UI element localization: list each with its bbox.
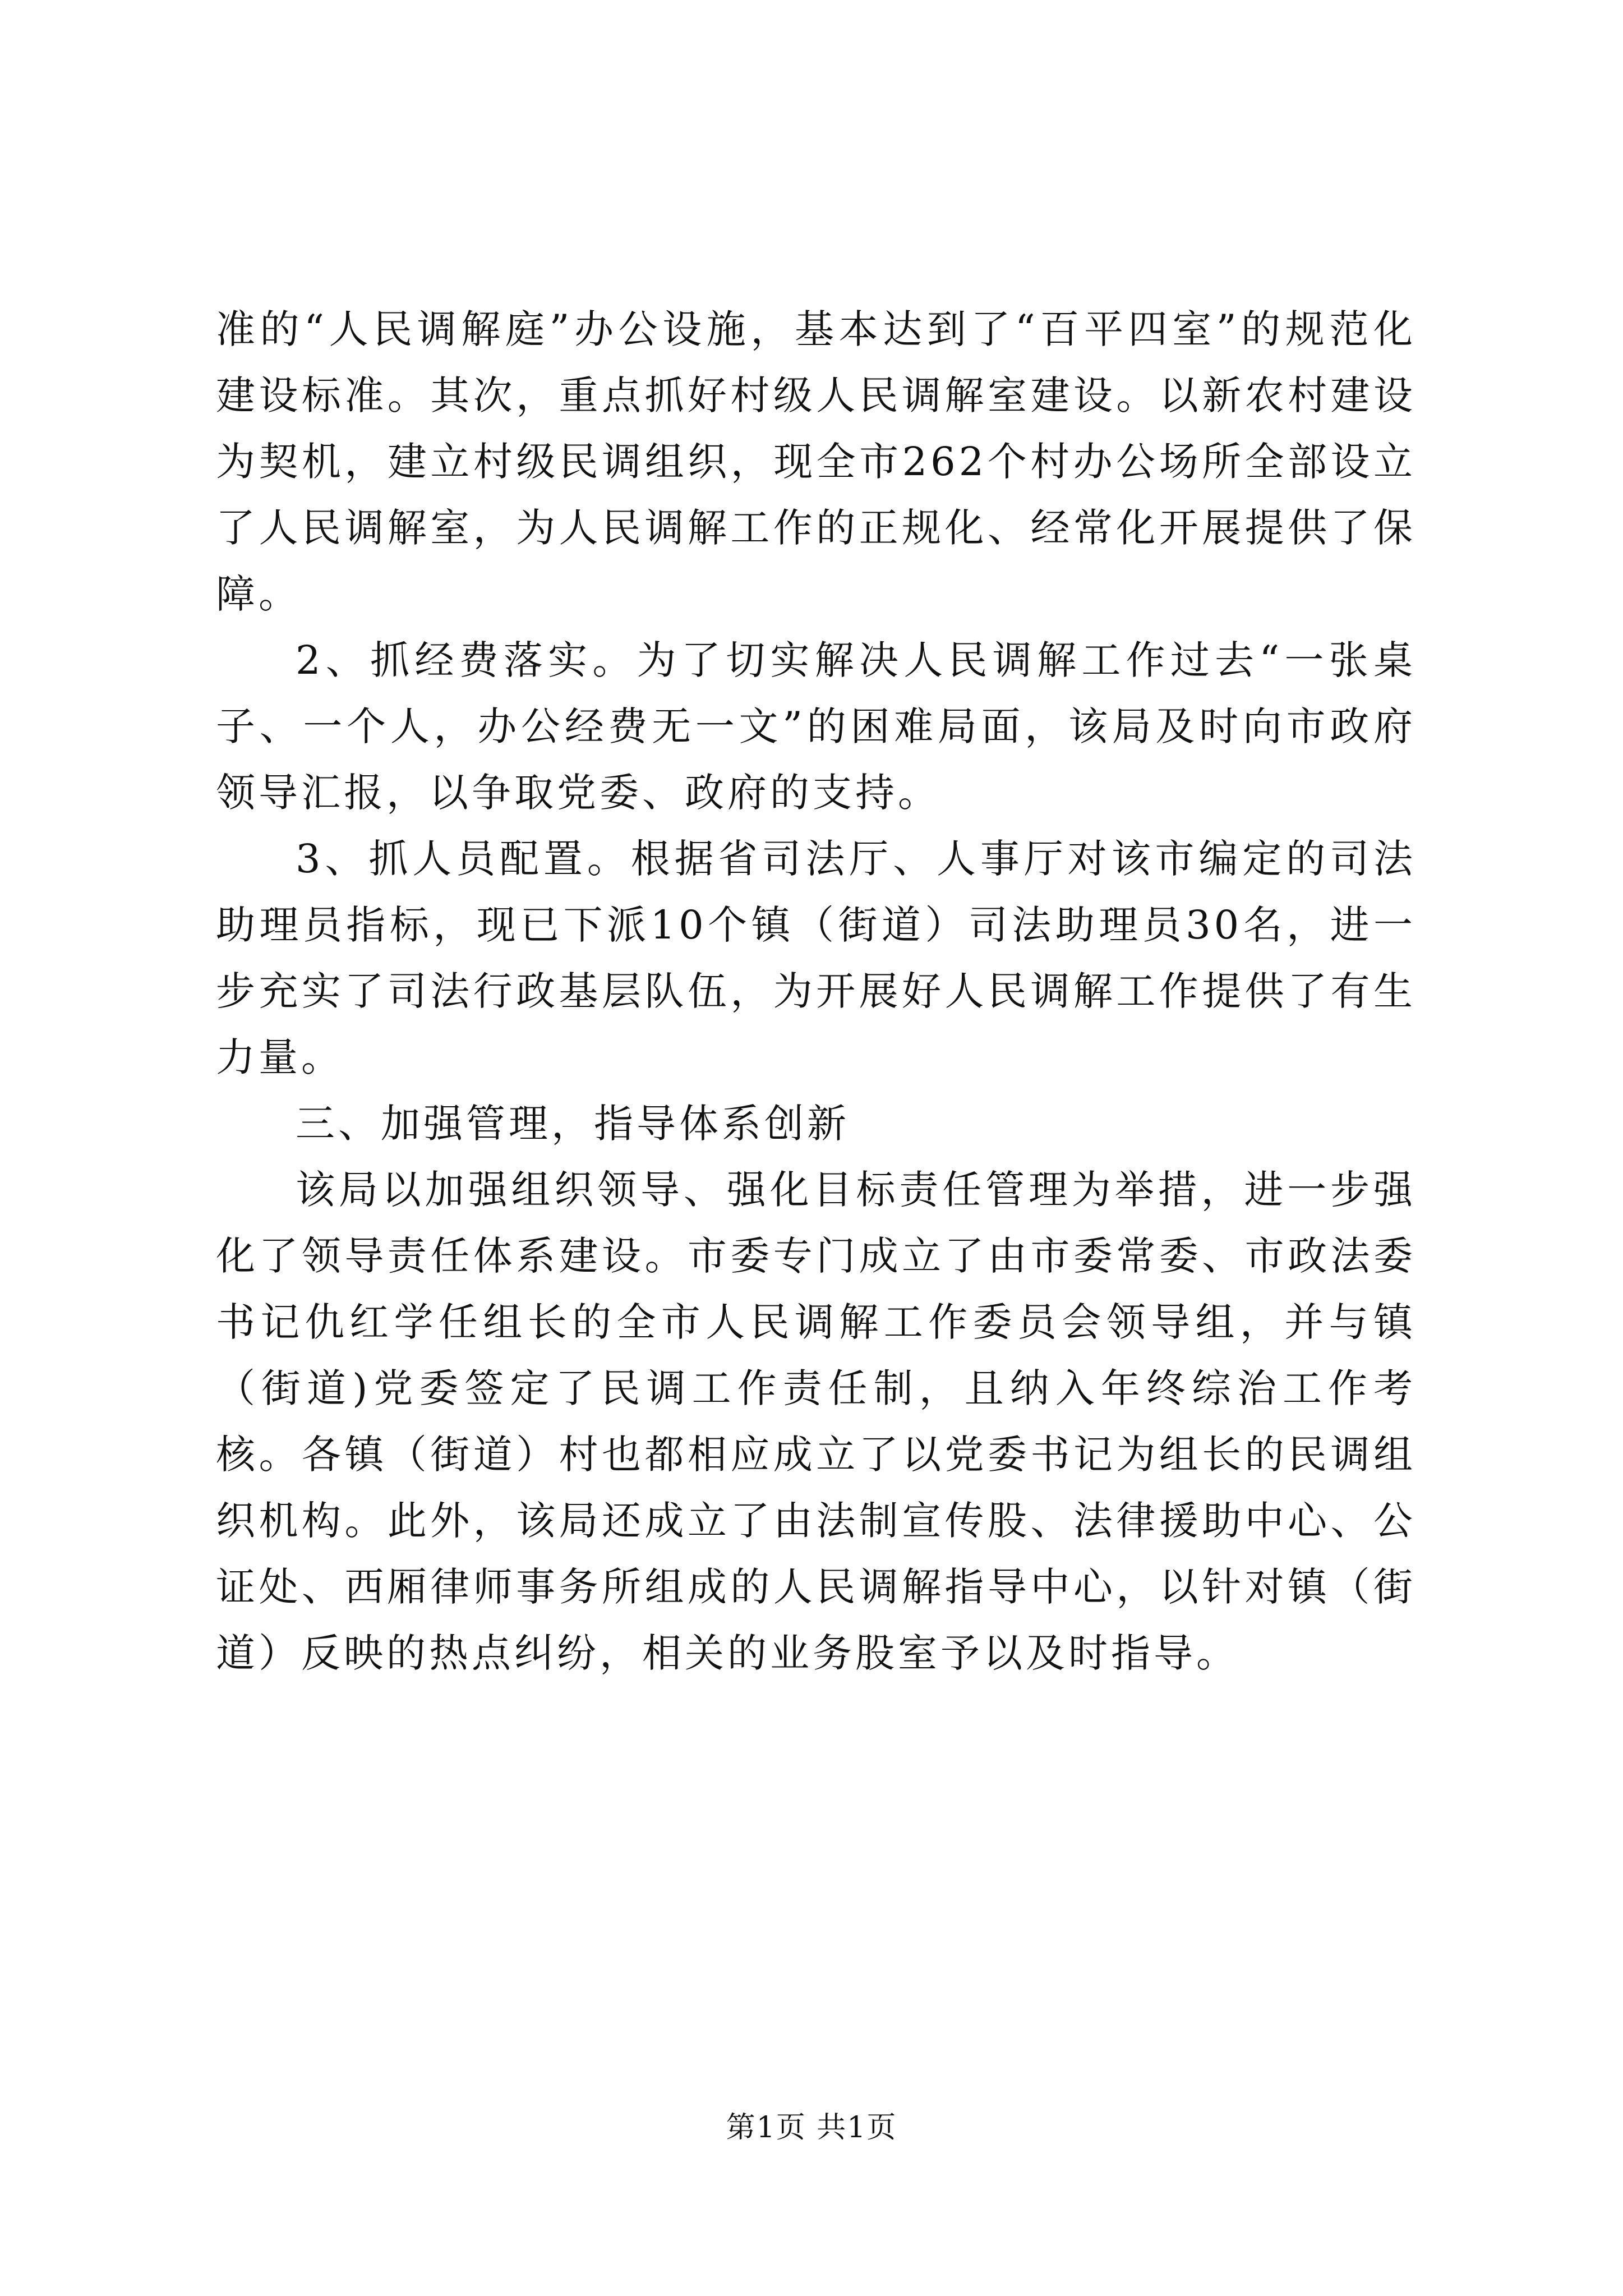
section-heading: 三、加强管理，指导体系创新 — [296, 1101, 850, 1147]
page-footer: 第1页 共1页 — [726, 2111, 897, 2145]
paragraph-continuation: 准的“人民调解庭”办公设施，基本达到了“百平四室”的规范化建设标准。其次，重点抓好村级人民调解室建设。以新农村建设为契机，建立村级民调组织，现全市262个村办公场所全部设立了人民调解室，为人民调解工作的正规化、经常化开展提供了保障。 — [216, 306, 1416, 617]
paragraph-staffing: 3、抓人员配置。根据省司法厅、人事厅对该市编定的司法助理员指标，现已下派10个镇（街道）司法助理员30名，进一步充实了司法行政基层队伍，为开展好人民调解工作提供了有生力量。 — [216, 836, 1416, 1080]
paragraph-funding: 2、抓经费落实。为了切实解决人民调解工作过去“一张桌子、一个人，办公经费无一文”的困难局面，该局及时向市政府领导汇报，以争取党委、政府的支持。 — [216, 637, 1416, 816]
document-body — [216, 296, 1416, 1686]
paragraph-management: 该局以加强组织领导、强化目标责任管理为举措，进一步强化了领导责任体系建设。市委专门成立了由市委常委、市政法委书记仇红学任组长的全市人民调解工作委员会领导组，并与镇（街道)党委签定了民调工作责任制，且纳入年终综治工作考核。各镇（街道）村也都相应成立了以党委书记为组长的民调组织机构。此外，该局还成立了由法制宣传股、法律援助中心、公证处、西厢律师事务所组成的人民调解指导中心，以针对镇（街道）反映的热点纠纷，相关的业务股室予以及时指导。 — [216, 1167, 1416, 1676]
